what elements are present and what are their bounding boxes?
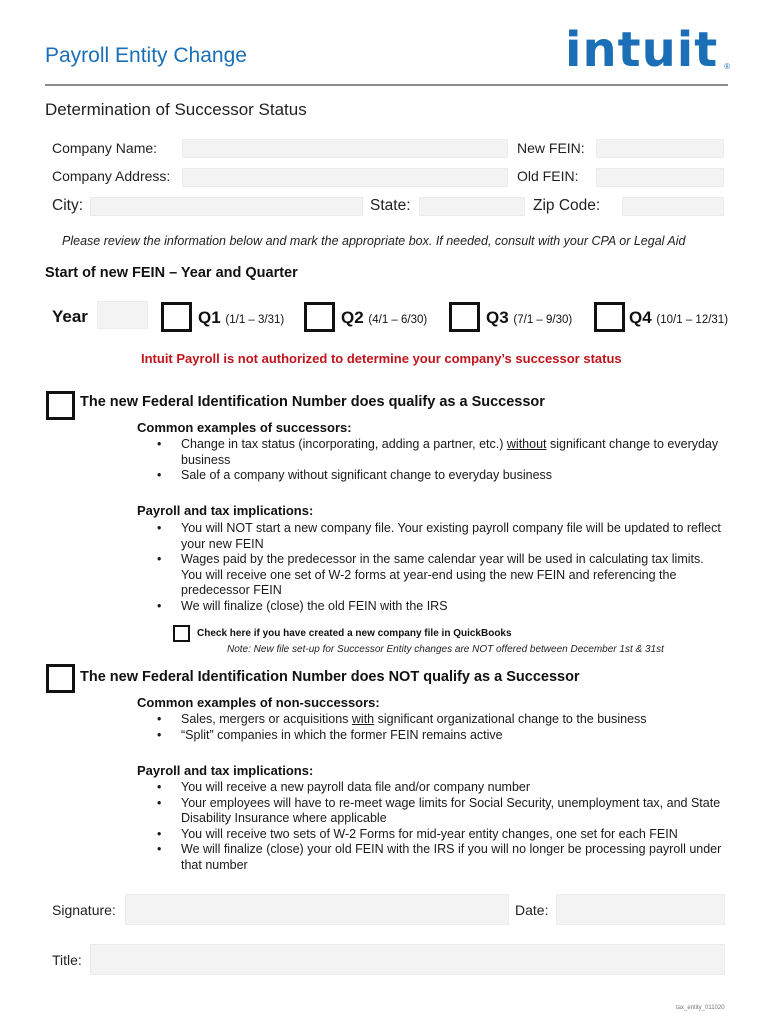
list-item: • You will receive a new payroll data file and/or company number <box>137 780 727 796</box>
not-qualify-examples-heading: Common examples of non-successors: <box>137 695 380 710</box>
zip-label: Zip Code: <box>533 197 601 214</box>
list-item: • You will receive two sets of W-2 Forms for mid-year entity changes, one set for each FEIN <box>137 827 727 843</box>
state-label: State: <box>370 197 411 214</box>
title-label: Title: <box>52 952 82 968</box>
qualify-implications-list <box>137 521 727 614</box>
list-item: • Change in tax status (incorporating, adding a partner, etc.) without significant change to everyday business <box>137 437 727 468</box>
q1-name: Q1 <box>198 308 221 327</box>
company-address-label: Company Address: <box>52 168 171 184</box>
year-field[interactable] <box>97 301 148 329</box>
q3-name: Q3 <box>486 308 509 327</box>
title-field[interactable] <box>90 944 725 975</box>
date-field[interactable] <box>556 894 725 925</box>
old-fein-label: Old FEIN: <box>517 168 579 184</box>
new-file-note: Note: New file set-up for Successor Entity changes are NOT offered between December 1st & 31st <box>227 644 664 655</box>
zip-field[interactable] <box>622 197 724 216</box>
list-item: • You will NOT start a new company file. Your existing payroll company file will be updated to reflect your new FEIN <box>137 521 727 552</box>
intuit-logo <box>565 20 730 76</box>
logo-text: intuit <box>565 22 719 78</box>
not-qualify-implications-heading: Payroll and tax implications: <box>137 763 314 778</box>
q2-checkbox[interactable] <box>304 302 335 332</box>
company-name-label: Company Name: <box>52 140 158 156</box>
new-fein-field[interactable] <box>596 139 724 158</box>
q1-checkbox[interactable] <box>161 302 192 332</box>
list-item: • Sales, mergers or acquisitions with significant organizational change to the business <box>137 712 727 728</box>
year-label: Year <box>52 307 88 326</box>
company-address-field[interactable] <box>182 168 508 187</box>
list-item: • Sale of a company without significant change to everyday business <box>137 468 727 484</box>
signature-field[interactable] <box>125 894 509 925</box>
q3-checkbox[interactable] <box>449 302 480 332</box>
instructions-text: Please review the information below and mark the appropriate box. If needed, consult with your CPA or Legal Aid <box>62 234 686 248</box>
q4-name: Q4 <box>629 308 652 327</box>
new-company-file-label: Check here if you have created a new company file in QuickBooks <box>197 628 512 639</box>
registered-mark: ® <box>724 62 730 71</box>
not-qualify-heading: The new Federal Identification Number does NOT qualify as a Successor <box>80 669 580 685</box>
date-label: Date: <box>515 902 549 918</box>
not-qualify-implications-list <box>137 780 727 873</box>
list-item: • We will finalize (close) your old FEIN with the IRS if you will no longer be processing payroll under that number <box>137 842 727 873</box>
start-fein-heading: Start of new FEIN – Year and Quarter <box>45 265 298 281</box>
q4-range: (10/1 – 12/31) <box>656 314 729 326</box>
qualify-examples-list <box>137 437 727 484</box>
not-qualify-examples-list <box>137 712 727 743</box>
list-item: • Your employees will have to re-meet wage limits for Social Security, unemployment tax, and State Disability Insurance where applicable <box>137 796 727 827</box>
state-field[interactable] <box>419 197 525 216</box>
new-company-file-checkbox[interactable] <box>173 625 190 642</box>
q1-label <box>198 308 284 328</box>
city-label: City: <box>52 197 83 214</box>
q1-range: (1/1 – 3/31) <box>225 314 285 326</box>
not-qualify-checkbox[interactable] <box>46 664 75 693</box>
q3-range: (7/1 – 9/30) <box>513 314 573 326</box>
q4-label <box>629 308 728 328</box>
form-code: tax_entity_011020 <box>676 1005 725 1011</box>
qualify-heading: The new Federal Identification Number does qualify as a Successor <box>80 394 545 410</box>
signature-label: Signature: <box>52 902 116 918</box>
q2-name: Q2 <box>341 308 364 327</box>
company-name-field[interactable] <box>182 139 508 158</box>
q2-range: (4/1 – 6/30) <box>368 314 428 326</box>
q4-checkbox[interactable] <box>594 302 625 332</box>
qualify-checkbox[interactable] <box>46 391 75 420</box>
city-field[interactable] <box>90 197 363 216</box>
header-rule <box>45 84 728 86</box>
list-item: • We will finalize (close) the old FEIN with the IRS <box>137 599 727 615</box>
qualify-examples-heading: Common examples of successors: <box>137 420 352 435</box>
section-title: Determination of Successor Status <box>45 100 307 119</box>
q2-label <box>341 308 427 328</box>
new-fein-label: New FEIN: <box>517 140 585 156</box>
warning-text: Intuit Payroll is not authorized to determine your company’s successor status <box>141 351 622 366</box>
q3-label <box>486 308 572 328</box>
list-item: • “Split” companies in which the former FEIN remains active <box>137 728 727 744</box>
page-title: Payroll Entity Change <box>45 44 247 67</box>
old-fein-field[interactable] <box>596 168 724 187</box>
qualify-implications-heading: Payroll and tax implications: <box>137 503 314 518</box>
list-item: • Wages paid by the predecessor in the same calendar year will be used in calculating tax limits. You will receive one set of W-2 forms at year-end using the new FEIN and referencing the predecessor FEIN <box>137 552 727 599</box>
